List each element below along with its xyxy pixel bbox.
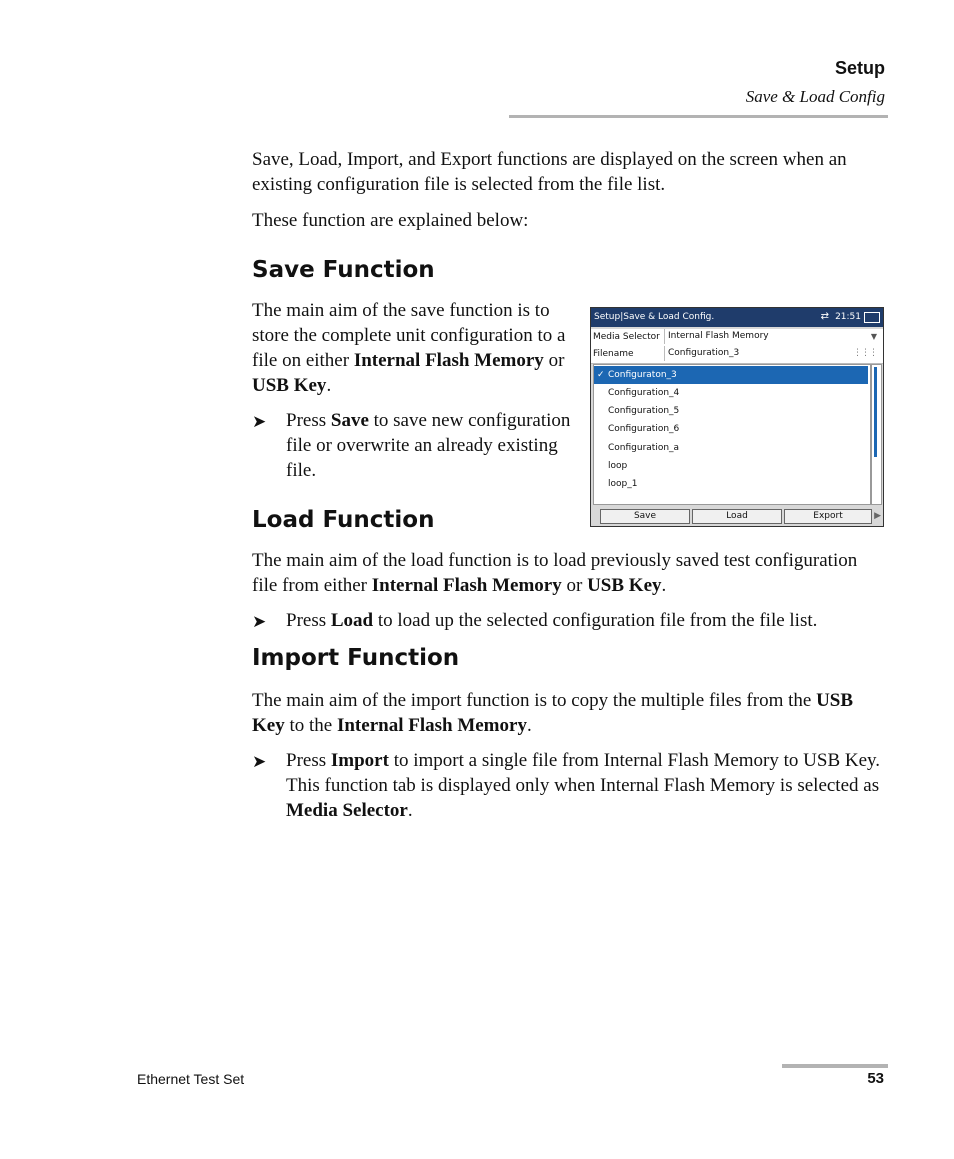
- save-heading: Save Function: [252, 257, 435, 283]
- bullet-arrow-icon: ➤: [252, 412, 267, 431]
- running-header-title: Setup: [834, 58, 885, 78]
- page-number: 53: [867, 1070, 884, 1087]
- filename-input[interactable]: Configuration_3: [664, 346, 882, 361]
- sync-icon: ⇄: [820, 311, 829, 322]
- filename-row[interactable]: [591, 346, 883, 364]
- footer-doc-title: Ethernet Test Set: [137, 1071, 245, 1087]
- media-selector-label: Media Selector: [593, 332, 660, 342]
- list-item[interactable]: Configuration_a: [608, 443, 680, 453]
- save-load-config-screenshot: [590, 307, 884, 527]
- list-scrollbar[interactable]: [871, 364, 882, 505]
- chevron-right-icon[interactable]: ▶: [874, 511, 881, 521]
- file-list[interactable]: [593, 364, 871, 505]
- import-bullet: Press Import to import a single file from Internal Flash Memory to USB Key. This function tab is displayed only when Internal Flash Memory is selected as Media Selector.: [286, 750, 881, 821]
- screen-title-bar: [591, 308, 883, 327]
- chevron-down-icon[interactable]: ▼: [870, 332, 877, 341]
- load-paragraph: The main aim of the load function is to load previously saved test configuration file from either Internal Flash Memory or USB Key.: [252, 550, 858, 596]
- save-paragraph: The main aim of the save function is to store the complete unit configuration to a file on either Internal Flash Memory or USB Key.: [252, 300, 566, 396]
- media-selector-row[interactable]: [591, 329, 883, 347]
- header-rule: [509, 115, 888, 118]
- import-paragraph: The main aim of the import function is to copy the multiple files from the USB Key to the Internal Flash Memory.: [252, 690, 854, 736]
- list-item[interactable]: ✓ Configuraton_3: [594, 366, 868, 384]
- filename-label: Filename: [593, 349, 634, 359]
- screen-title: Setup|Save & Load Config.: [594, 312, 715, 322]
- bullet-arrow-icon: ➤: [252, 752, 267, 771]
- load-bullet: Press Load to load up the selected configuration file from the file list.: [286, 610, 818, 631]
- load-heading: Load Function: [252, 507, 435, 533]
- bullet-arrow-icon: ➤: [252, 612, 267, 631]
- scrollbar-thumb[interactable]: [874, 367, 877, 457]
- clock: 21:51: [835, 312, 861, 322]
- running-header-subtitle: Save & Load Config: [745, 87, 885, 106]
- list-item[interactable]: Configuration_4: [608, 388, 680, 398]
- intro-paragraph: Save, Load, Import, and Export functions are displayed on the screen when an existing configuration file is selected from the file list.: [252, 149, 847, 195]
- list-item[interactable]: loop_1: [608, 479, 638, 489]
- list-item[interactable]: Configuration_5: [608, 406, 680, 416]
- battery-icon: [864, 312, 880, 323]
- load-button[interactable]: Load: [692, 509, 782, 524]
- keyboard-icon[interactable]: ⋮⋮⋮: [853, 348, 877, 358]
- save-bullet: Press Save to save new configuration file or overwrite an already existing file.: [286, 410, 571, 481]
- footer-rule: [782, 1064, 888, 1068]
- save-button[interactable]: Save: [600, 509, 690, 524]
- intro-paragraph-2: These function are explained below:: [252, 210, 529, 231]
- import-heading: Import Function: [252, 645, 460, 671]
- list-item[interactable]: Configuration_6: [608, 424, 680, 434]
- export-button[interactable]: Export: [784, 509, 872, 524]
- media-selector-dropdown[interactable]: Internal Flash Memory: [664, 329, 882, 344]
- list-item[interactable]: loop: [608, 461, 628, 471]
- check-icon: ✓: [597, 370, 605, 380]
